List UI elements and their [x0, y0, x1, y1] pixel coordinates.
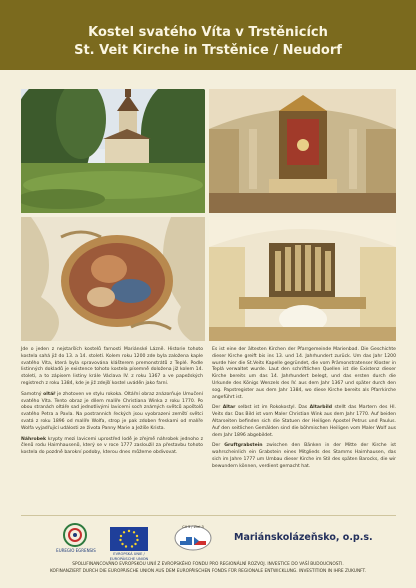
eu-flag-icon — [110, 527, 148, 551]
footer-cofinancing-de: KOFINANZIERT DURCH DIE EUROPÄISCHE UNION AUS DEM EUROPÄISCHEN FONDS FÜR REGIONALE ENTWICKLUNG. INVESTITION IN IHRE ZUKUNFT. — [49, 569, 367, 574]
paragraph-history-cz: Jde o jeden z nejstarších kostelů farnosti Mariánské Lázně. Historie tohoto kostela sahá již do 13. a 14. století. Kolem roku 1200 zde byla založena kaple svatého Víta, která byla spravována klášterem premonstrátů z Teplé. Podle listinných dokladů je existence tohoto kostela písemně doložena již kolem 14. století, a to zápisem listiny krále Václava IV. z roku 1367 a ve papežských registrech z roku 1384, kde je již zdejší kostel uváděn jako farní. — [21, 347, 203, 386]
brand-name: Mariánskolázeňsko, o.p.s. — [234, 532, 373, 543]
eu-label: EVROPSKÁ UNIE / EUROPÄISCHE UNION — [109, 552, 149, 561]
text-column-cz — [21, 347, 203, 461]
footer-divider — [21, 515, 396, 516]
page-title-cz: Kostel svatého Víta v Trstěnicích — [88, 25, 328, 40]
paragraph-history-de: Es ist eine der ältesten Kirchen der Pfarrgemeinde Marienbad. Die Geschichte dieser Kirche greift bis ins 13. und 14. Jahrhundert zurück. Um das Jahr 1200 wurde hier die St.Veits Kapelle gegründet, die vom Prämonstratenser Kloster in Teplá verwaltet wurde. Laut den schriftlichen Quellen ist die Existenz dieser Kirche bereits um das 14. Jahrhundert belegt, und das ersten durch die Urkunde des Königs Wenzels des IV. aus dem Jahr 1367 und später durch den sog. Papstregister aus dem Jahr 1384, wo diese Kirche bereits als Pfarrkirche angeführt ist. — [212, 347, 396, 400]
page-title-de: St. Veit Kirche in Trstěnice / Neudorf — [74, 43, 342, 58]
photo-organ-loft — [209, 217, 396, 341]
photo-church-exterior — [21, 89, 205, 213]
paragraph-tomb-de: Der Gruftgrabstein zwischen den Bänken in der Mitte der Kirche ist wahrscheinlich ein Grabstein eines Mitglieds des Stamms Haimhausen, das sich im Jahre 1777 um Umbau dieser Kirche im Stil des späten Barocks, die wir bewundern können, verdient gemacht hat. — [212, 443, 396, 469]
photo-ceiling-fresco — [21, 217, 205, 341]
euregio-label: EUREGIO EGRENSIS — [56, 548, 96, 553]
header-banner — [0, 0, 416, 70]
paragraph-altar-cz: Samotný oltář je zhotoven ve stylu rokoka. Oltářní obraz znázorňuje Umučení svatého Víta. Tento obraz je dílem malíře Christiana Winka z roku 1770. Po obou stranách oltáře sad jednotlivými lavicemi soch známých světců apoštolů svatého Petra a Pavla. Na postranních řeckých jsou vyobrazeni zemští světci svatá z roku 1896 od malíře Wolfa, strop je pak zdoben freskami od malíře Wolfa vyjadřující události ze života Panny Marie a Ježíše Krista. — [21, 391, 203, 431]
paragraph-altar-de: Der Altar selbst ist im Rokokostyl. Das Altarbild stellt das Martern des Hl. Veits dar. Das Bild ist vom Maler Christian Wink aus dem Jahr 1770. Auf beiden Altarseiten befinden sich die Statuen der Heiligen Apostel Petrus und Paulus. Auf den seitlichen Gemälden sind die böhmischen Heiligen vom Maler Wolf aus dem Jahr 1896 abgebildet. — [212, 405, 396, 438]
paragraph-tomb-cz: Náhrobek krypty mezi lavicemi uprostřed lodě je zřejmě náhrobek jednoho z členů rodu Haimhausenů, který se v roce 1777 zasloužil za přestavbu tohoto kostela do pozdně barokní podoby, kterou dnes můžeme obdivovat. — [21, 436, 203, 456]
ziel3-label: Cíl 3 / Ziel 3 — [182, 525, 204, 529]
footer-cofinancing-cz: SPOLUFINANCOVÁNO EVROPSKOU UNIÍ Z EVROPSKÉHO FONDU PRO REGIONÁLNÍ ROZVOJ. INVESTICE DO VAŠÍ BUDOUCNOSTI. — [72, 562, 344, 567]
text-column-de — [212, 347, 396, 475]
photo-main-altar — [209, 89, 396, 213]
